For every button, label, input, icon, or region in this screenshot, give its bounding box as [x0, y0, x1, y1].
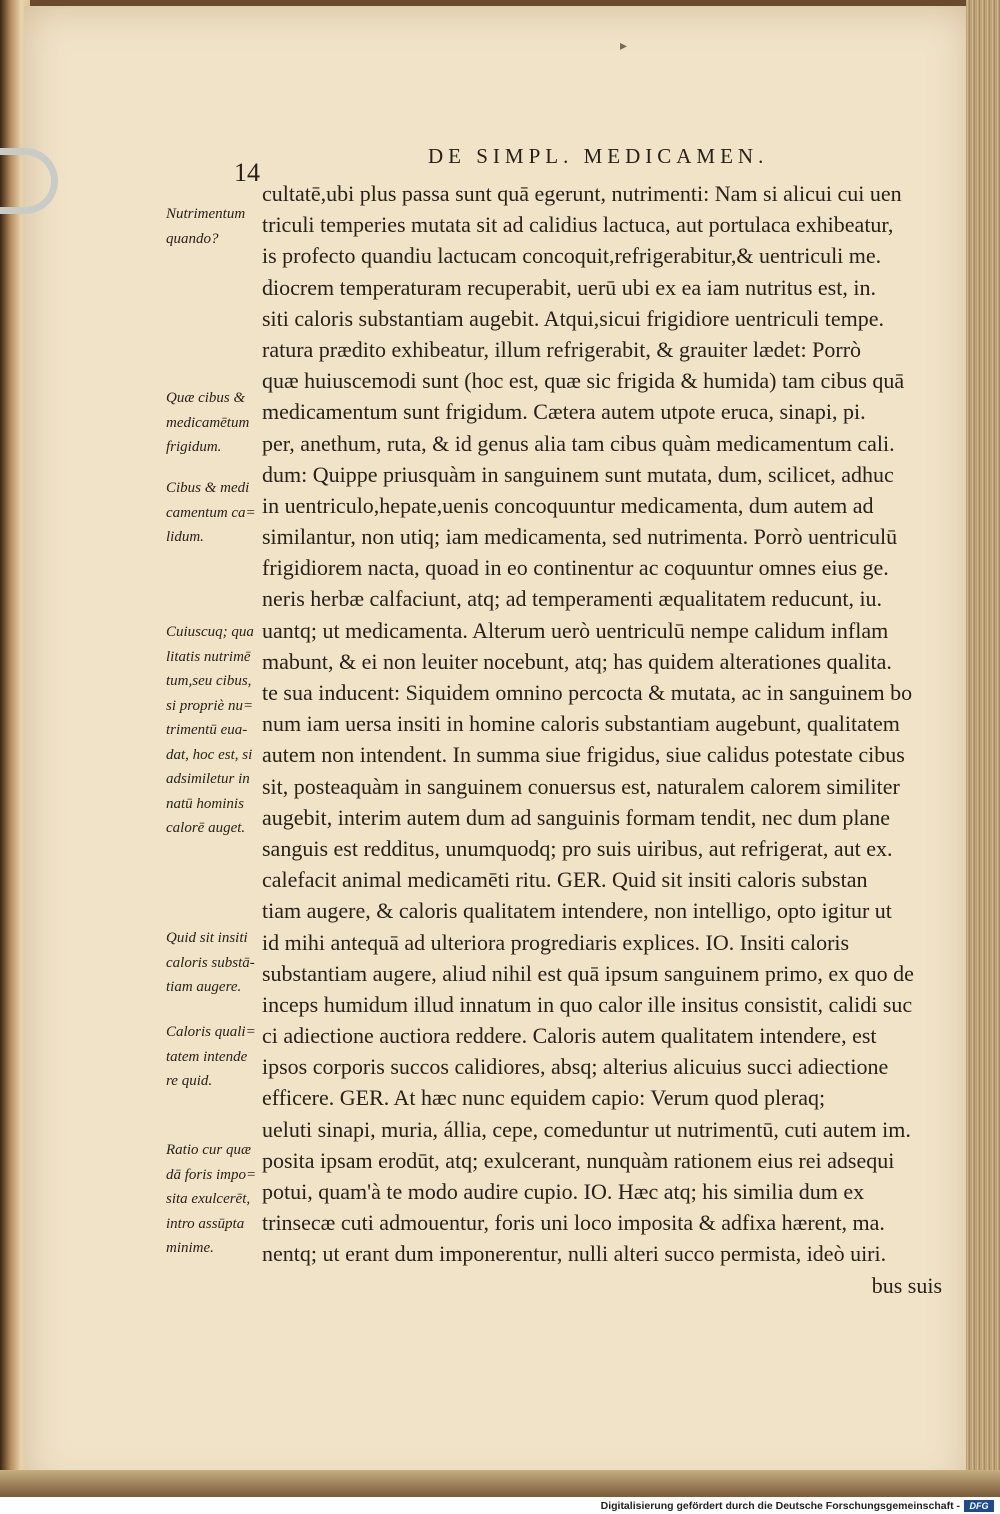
text-line: is profecto quandiu lactucam concoquit,refrigerabitur,& uentriculi me.: [262, 243, 882, 269]
text-line: substantiam augere, aliud nihil est quā ipsum sanguinem primo, ex quo de: [262, 960, 914, 986]
text-line: ipsos corporis succos calidiores, absq; alterius alicuius succi adiectione: [262, 1054, 889, 1080]
text-line: similantur, non utiq; iam medicamenta, sed nutrimenta. Porrò uentriculū: [262, 524, 898, 550]
margin-note-line: natū hominis: [166, 795, 244, 812]
margin-note-line: camentum ca=: [166, 504, 256, 521]
text-line: tiam augere, & caloris qualitatem intendere, non intelligo, opto igitur ut: [262, 898, 892, 924]
text-line: posita ipsam erodūt, atq; exulcerant, nunquàm rationem eius rei adsequi: [262, 1147, 895, 1173]
margin-note-line: frigidum.: [166, 439, 222, 455]
running-head: DE SIMPL. MEDICAMEN.: [428, 144, 769, 168]
text-line: diocrem temperaturam recuperabit, uerū ubi ex ea iam nutritus est, in.: [262, 274, 876, 300]
margin-note-line: caloris substā-: [166, 954, 255, 971]
margin-note-line: Ratio cur quæ: [166, 1142, 251, 1158]
margin-note-line: tum,seu cibus,: [166, 673, 252, 689]
dfg-logo: DFG: [964, 1500, 994, 1512]
text-line: ci adiectione auctiora reddere. Caloris autem qualitatem intendere, est: [262, 1023, 877, 1049]
text-line: quæ huiuscemodi sunt (hoc est, quæ sic frigida & humida) tam cibus quā: [262, 368, 905, 394]
text-line: uantq; ut medicamenta. Alterum uerò uentriculū nempe calidum inflam: [262, 617, 889, 643]
margin-note-line: Nutrimentum: [166, 206, 246, 222]
text-line: num iam uersa insiti in homine caloris substantiam augebunt, qualitatem: [262, 711, 900, 737]
margin-note-line: Quid sit insiti: [166, 930, 248, 946]
text-line: sit, posteaquàm in sanguinem conuersus est, naturalem calorem similiter: [262, 773, 900, 799]
text-line: ueluti sinapi, muria, állia, cepe, comeduntur ut nutrimentū, cuti autem im.: [262, 1116, 911, 1142]
margin-note-line: dat, hoc est, si: [166, 746, 253, 763]
margin-note-line: dā foris impo=: [166, 1166, 257, 1183]
margin-note-line: tatem intende: [166, 1048, 248, 1065]
text-line: efficere. GER. At hæc nunc equidem capio: Verum quod pleraq;: [262, 1085, 826, 1111]
text-line: calefacit animal medicamēti ritu. GER. Quid sit insiti caloris substan: [262, 867, 868, 893]
text-line: ratura prædito exhibeatur, illum refrigerabit, & grauiter lædet: Porrò: [262, 336, 862, 362]
text-line: frigidiorem nacta, quoad in eo continentur ac coquuntur omnes eius ge.: [262, 555, 889, 581]
margin-note-line: Cuiuscuq; qua: [166, 624, 254, 640]
text-line: id mihi antequā ad ulteriora progrediaris explices. IO. Insiti caloris: [262, 929, 850, 955]
text-line: inceps humidum illud innatum in quo calor ille insitus consistit, calidi suc: [262, 991, 913, 1017]
text-line: triculi temperies mutata sit ad calidius lactuca, aut portulaca exhibeatur,: [262, 212, 894, 238]
ink-mark: ▸: [620, 39, 628, 54]
text-line: te sua inducent: Siquidem omnino percocta & mutata, ac in sanguinem bo: [262, 680, 913, 705]
text-line: per, anethum, ruta, & id genus alia tam cibus quàm medicamentum cali.: [262, 430, 895, 456]
margin-note-line: adsimiletur in: [166, 771, 250, 787]
text-line: in uentriculo,hepate,uenis concoquuntur medicamenta, dum autem ad: [262, 492, 874, 518]
text-line: siti caloris substantiam augebit. Atqui,sicui frigidiore uentriculi tempe.: [262, 305, 884, 331]
margin-note-line: medicamētum: [166, 414, 250, 431]
body-text: [262, 178, 962, 1301]
margin-note-line: Cibus & medi: [166, 480, 250, 496]
margin-note-line: minime.: [166, 1240, 214, 1256]
margin-note-line: re quid.: [166, 1073, 213, 1089]
text-line: trinsecæ cuti admouentur, foris uni loco imposita & adfixa hærent, ma.: [262, 1210, 885, 1236]
margin-note-line: litatis nutrimē: [166, 648, 251, 665]
text-line: autem non intendent. In summa siue frigidus, siue calidus potestate cibus: [262, 742, 905, 768]
margin-note-line: quando?: [166, 230, 219, 247]
margin-note-line: si propriè nu=: [166, 697, 254, 714]
funding-credit: Digitalisierung gefördert durch die Deutsche Forschungsgemeinschaft -: [600, 1500, 960, 1512]
margin-note-line: sita exulcerēt,: [166, 1191, 251, 1207]
text-line: sanguis est redditus, unumquodq; pro suis uiribus, aut refrigerat, aut ex.: [262, 835, 893, 861]
margin-note-line: tiam augere.: [166, 979, 242, 995]
text-line: medicamentum sunt frigidum. Cætera autem utpote eruca, sinapi, pi.: [262, 399, 866, 425]
margin-note-line: trimentū eua-: [166, 722, 248, 738]
margin-note-line: Caloris quali=: [166, 1024, 256, 1040]
page-number: 14: [234, 158, 260, 187]
margin-note-line: Quæ cibus &: [166, 390, 246, 406]
text-line: cultatē,ubi plus passa sunt quā egerunt, nutrimenti: Nam si alicui cui uen: [262, 181, 902, 206]
text-line: neris herbæ calfaciunt, atq; ad temperamenti æqualitatem reducunt, iu.: [262, 586, 883, 612]
page-bottom-edge: [0, 1470, 1000, 1497]
margin-note-line: lidum.: [166, 529, 204, 545]
text-line: mabunt, & ei non leuiter nocebunt, atq; has quidem alterationes qualita.: [262, 648, 892, 674]
text-line: augebit, interim autem dum ad sanguinis formam tendit, nec dum plane: [262, 804, 891, 830]
margin-note-line: calorē auget.: [166, 820, 246, 836]
text-line: nentq; ut erant dum imponerentur, nulli alteri succo permista, ideò uiri.: [262, 1241, 887, 1267]
text-line: dum: Quippe priusquàm in sanguinem sunt mutata, dum, scilicet, adhuc: [262, 461, 894, 487]
page-fore-edge: [966, 0, 1000, 1497]
text-line: bus suis: [871, 1272, 942, 1298]
margin-note-line: intro assūpta: [166, 1215, 245, 1232]
text-line: potui, quam'à te modo audire cupio. IO. Hæc atq; his similia dum ex: [262, 1179, 865, 1204]
